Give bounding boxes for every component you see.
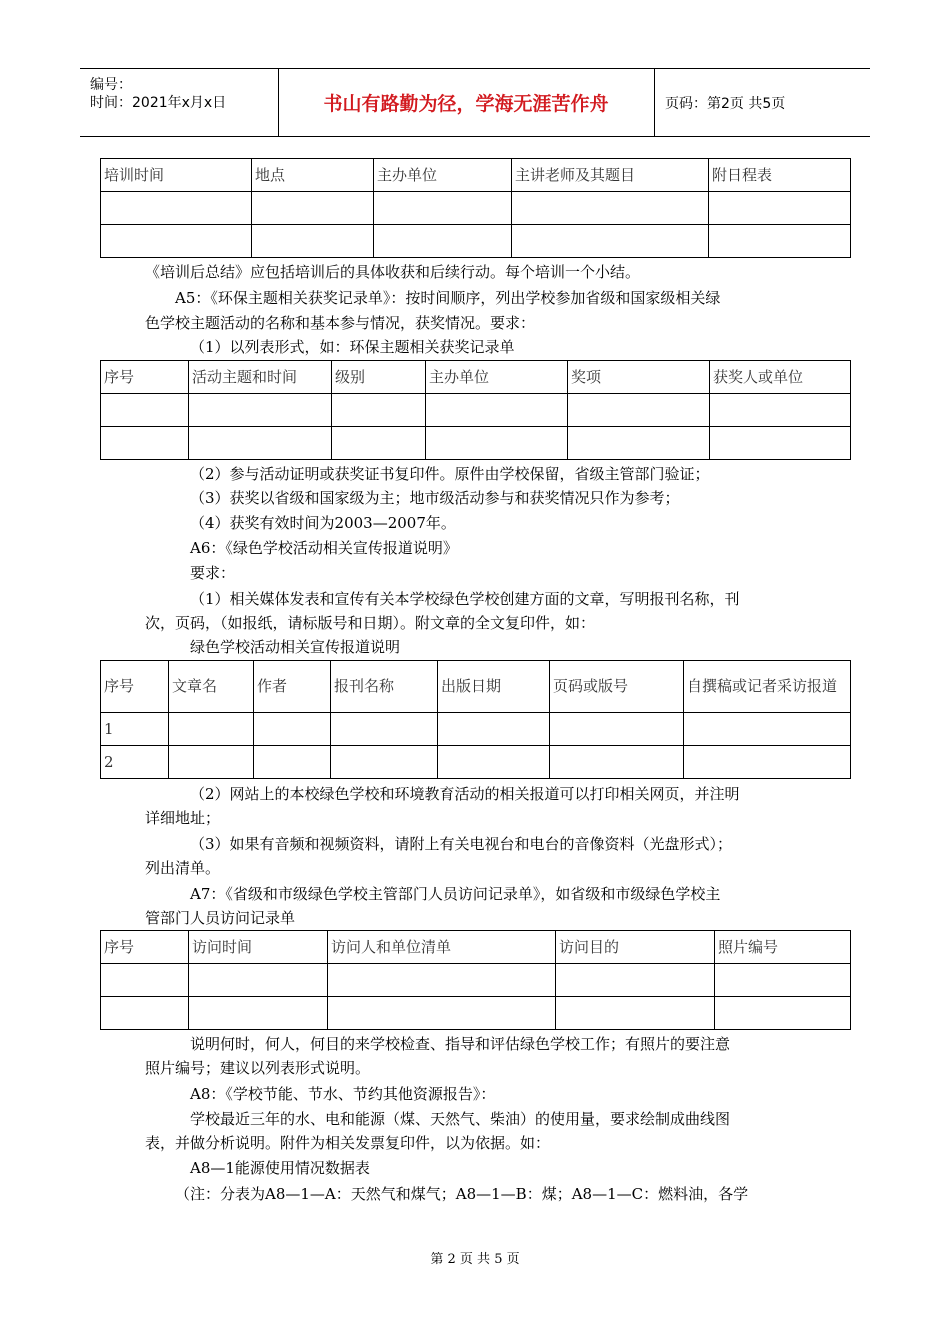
paragraph: 照片编号；建议以列表形式说明。: [145, 1059, 371, 1077]
table-header-cell: 文章名: [169, 661, 254, 713]
table-row: [101, 427, 851, 460]
paragraph: （3）获奖以省级和国家级为主；地市级活动参与和获奖情况只作为参考；: [190, 489, 680, 507]
award-table: [100, 360, 851, 460]
table-header-cell: 地点: [252, 159, 374, 192]
row-number: 1: [101, 713, 169, 746]
table-header-cell: 访问时间: [189, 931, 328, 964]
paragraph: （3）如果有音频和视频资料，请附上有关电视台和电台的音像资料（光盘形式）；: [190, 835, 733, 853]
paragraph: 绿色学校活动相关宣传报道说明: [190, 638, 401, 656]
table-header-cell: 照片编号: [715, 931, 851, 964]
row-number: 2: [101, 746, 169, 779]
motto: 书山有路勤为径，学海无涯苦作舟: [278, 69, 655, 136]
paragraph: A6：《绿色学校活动相关宣传报道说明》: [190, 539, 458, 557]
paragraph: 次，页码，（如报纸，请标版号和日期）。附文章的全文复印件，如：: [145, 614, 596, 632]
table-header-cell: 序号: [101, 361, 189, 394]
media-report-table: [100, 660, 851, 779]
table-row: [101, 225, 851, 258]
paragraph: A5：《环保主题相关获奖记录单》：按时间顺序，列出学校参加省级和国家级相关绿: [175, 289, 721, 307]
table-row: [101, 192, 851, 225]
paragraph: A7：《省级和市级绿色学校主管部门人员访问记录单》，如省级和市级绿色学校主: [190, 885, 721, 903]
table-header-cell: 自撰稿或记者采访报道: [684, 661, 851, 713]
table-header-cell: 访问目的: [556, 931, 715, 964]
table-header-cell: 序号: [101, 661, 169, 713]
paragraph: 学校最近三年的水、电和能源（煤、天然气、柴油）的使用量，要求绘制成曲线图: [190, 1110, 731, 1128]
table-header-cell: 附日程表: [709, 159, 851, 192]
table-header-cell: 报刊名称: [331, 661, 438, 713]
visit-record-table: [100, 930, 851, 1030]
table-header-cell: 级别: [332, 361, 426, 394]
table-header-cell: 活动主题和时间: [189, 361, 332, 394]
paragraph: A8—1能源使用情况数据表: [190, 1159, 370, 1177]
table-header-cell: 获奖人或单位: [710, 361, 851, 394]
table-header-cell: 序号: [101, 931, 189, 964]
table-header-cell: 出版日期: [438, 661, 550, 713]
paragraph: A8：《学校节能、节水、节约其他资源报告》：: [190, 1085, 496, 1103]
paragraph: 要求：: [190, 564, 236, 582]
table-header-cell: 培训时间: [101, 159, 252, 192]
table-row: [101, 997, 851, 1030]
paragraph: （1）以列表形式，如：环保主题相关获奖记录单: [190, 338, 515, 356]
paragraph: （注：分表为A8—1—A：天然气和煤气；A8—1—B：煤；A8—1—C：燃料油，各学: [175, 1185, 749, 1203]
paragraph: （2）参与活动证明或获奖证书复印件。原件由学校保留，省级主管部门验证；: [190, 465, 710, 483]
table-header-cell: 奖项: [568, 361, 710, 394]
paragraph: （4）获奖有效时间为2003—2007年。: [190, 514, 456, 532]
table-row: [101, 746, 851, 779]
table-row: [101, 964, 851, 997]
paragraph: 管部门人员访问记录单: [145, 909, 296, 927]
paragraph: （1）相关媒体发表和宣传有关本学校绿色学校创建方面的文章，写明报刊名称，刊: [190, 590, 740, 608]
paragraph: 《培训后总结》应包括培训后的具体收获和后续行动。每个培训一个小结。: [145, 263, 641, 281]
table-row: [101, 394, 851, 427]
table-header-cell: 访问人和单位清单: [328, 931, 556, 964]
table-header-cell: 主办单位: [374, 159, 512, 192]
number-label: 编号：: [90, 77, 132, 93]
date-line: 时间：2021年x月x日: [90, 95, 227, 111]
table-header-cell: 主讲老师及其题目: [512, 159, 709, 192]
page-footer: 第 2 页 共 5 页: [430, 1252, 520, 1267]
paragraph: 说明何时，何人，何目的来学校检查、指导和评估绿色学校工作；有照片的要注意: [190, 1035, 731, 1053]
paragraph: 表，并做分析说明。附件为相关发票复印件，以为依据。如：: [145, 1134, 551, 1152]
paragraph: （2）网站上的本校绿色学校和环境教育活动的相关报道可以打印相关网页，并注明: [190, 785, 740, 803]
table-header-cell: 主办单位: [426, 361, 568, 394]
paragraph: 色学校主题活动的名称和基本参与情况，获奖情况。要求：: [145, 314, 536, 332]
paragraph: 列出清单。: [145, 859, 221, 877]
table-header-cell: 作者: [254, 661, 331, 713]
table-row: [101, 713, 851, 746]
page-header: [80, 68, 870, 137]
table-header-cell: 页码或版号: [550, 661, 684, 713]
training-table: [100, 158, 851, 258]
header-left: [80, 69, 279, 136]
page-info: 页码：第2页 共5页: [665, 95, 786, 112]
paragraph: 详细地址；: [145, 809, 221, 827]
